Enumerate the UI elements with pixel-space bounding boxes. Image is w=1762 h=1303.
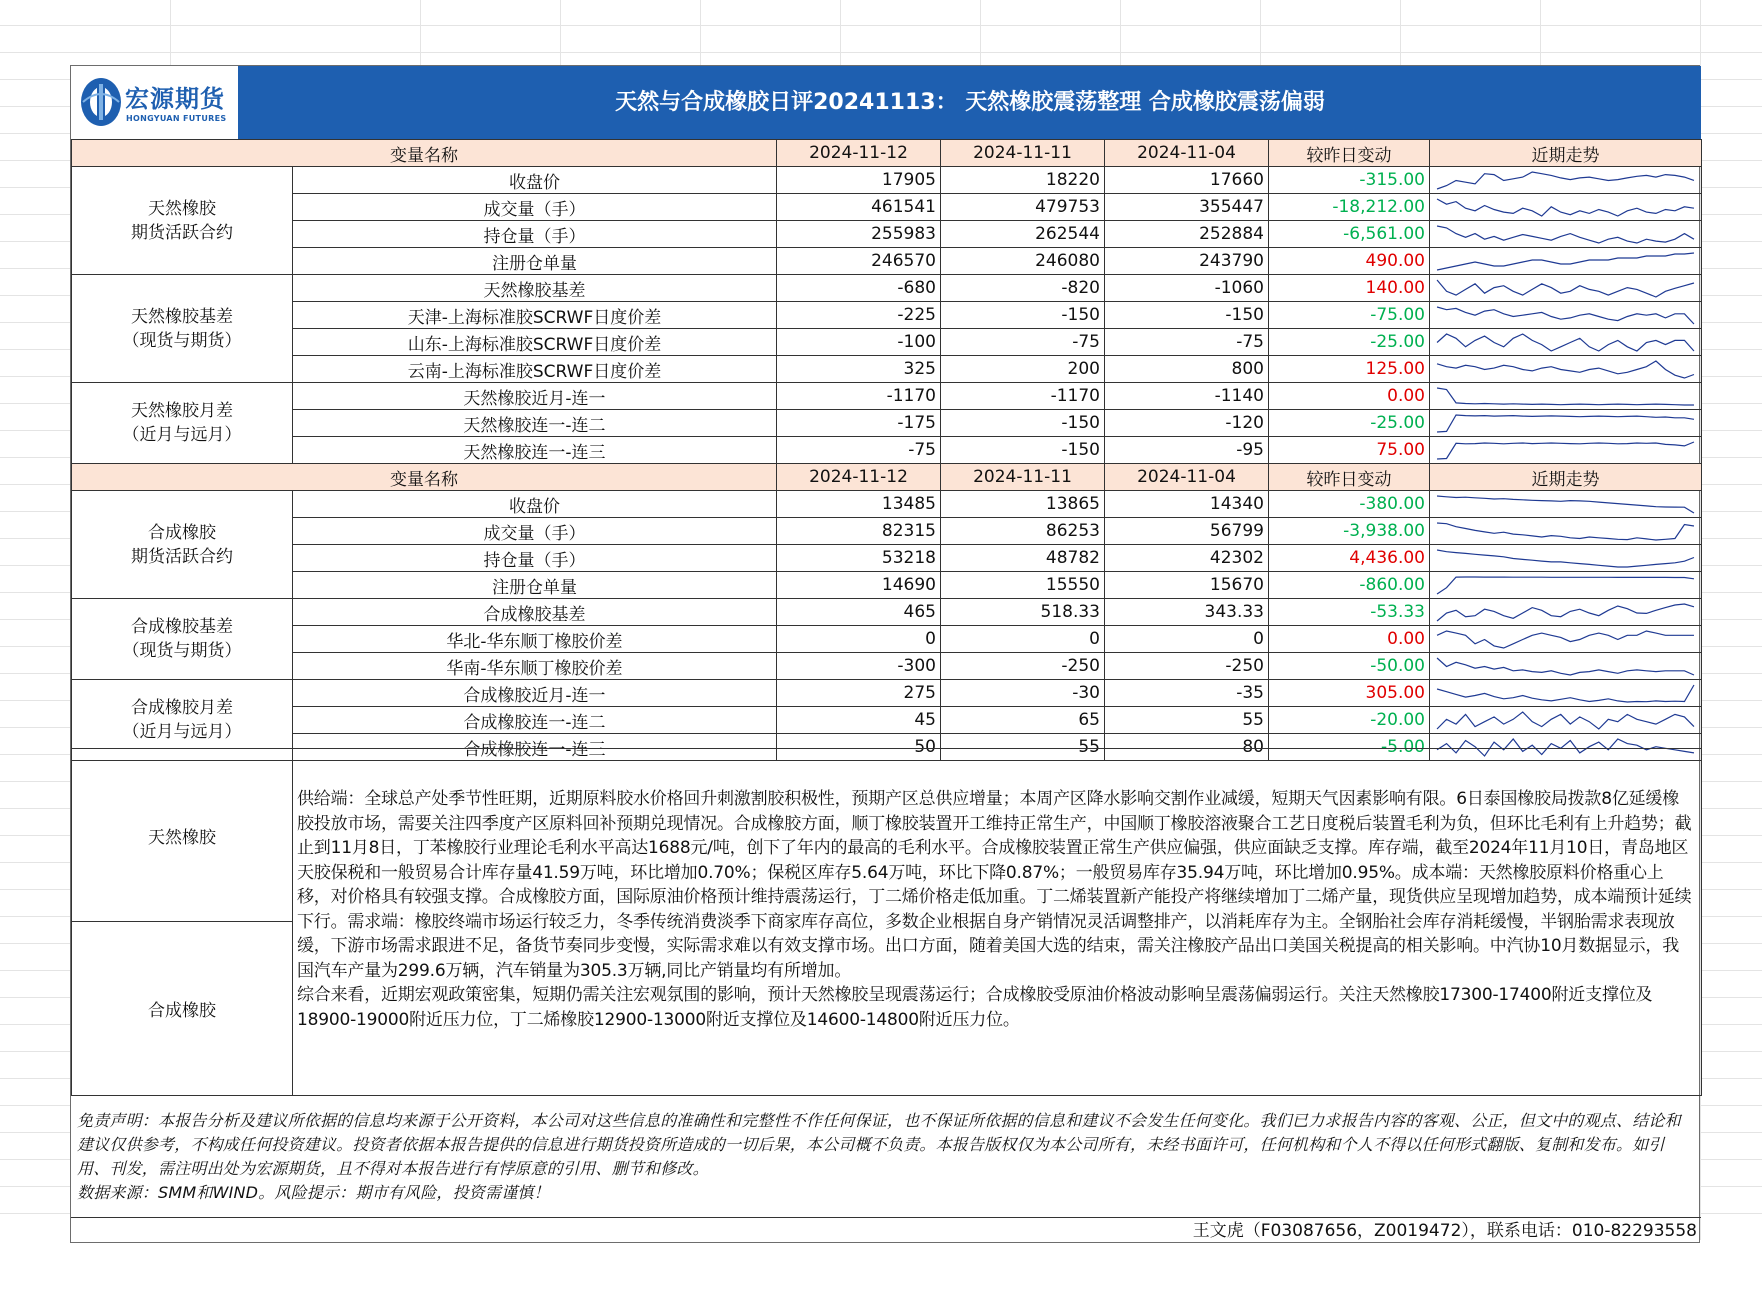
table-row — [72, 518, 1702, 545]
value-date-1: 325 — [777, 356, 941, 383]
commentary-text — [293, 749, 1702, 1096]
rubber-data-table — [71, 139, 1702, 761]
group-label: 天然橡胶基差 （现货与期货） — [72, 275, 293, 383]
value-date-3: -1140 — [1105, 383, 1269, 410]
change-value: 140.00 — [1269, 275, 1430, 302]
value-date-2: -150 — [941, 410, 1105, 437]
disclaimer-line: 数据来源：SMM和WIND。风险提示：期市有风险，投资需谨慎！ — [77, 1183, 550, 1202]
variable-name: 合成橡胶连一-连三 — [293, 734, 777, 761]
header-change: 较昨日变动 — [1269, 464, 1430, 491]
logo-chinese-text: 宏源期货 — [125, 85, 225, 113]
group-label: 天然橡胶月差 （近月与远月） — [72, 383, 293, 464]
table-row — [72, 653, 1702, 680]
table-row — [72, 437, 1702, 464]
table-row — [72, 194, 1702, 221]
sparkline-chart — [1434, 358, 1697, 381]
commentary-label-natural: 天然橡胶 — [72, 749, 293, 922]
sparkline-chart — [1434, 520, 1697, 543]
header-change: 较昨日变动 — [1269, 140, 1430, 167]
value-date-1: 461541 — [777, 194, 941, 221]
value-date-3: 14340 — [1105, 491, 1269, 518]
value-date-1: -680 — [777, 275, 941, 302]
sparkline-chart — [1434, 574, 1697, 597]
sparkline-chart — [1434, 169, 1697, 192]
value-date-3: 243790 — [1105, 248, 1269, 275]
variable-name: 天然橡胶连一-连二 — [293, 410, 777, 437]
trend-cell — [1430, 680, 1702, 707]
header-date-3: 2024-11-04 — [1105, 464, 1269, 491]
table-row — [72, 356, 1702, 383]
value-date-1: 50 — [777, 734, 941, 761]
value-date-1: -225 — [777, 302, 941, 329]
change-value: -3,938.00 — [1269, 518, 1430, 545]
hongyuan-logo-icon — [79, 76, 123, 128]
value-date-3: -1060 — [1105, 275, 1269, 302]
header-date-1: 2024-11-12 — [777, 464, 941, 491]
table-row — [72, 680, 1702, 707]
value-date-2: 86253 — [941, 518, 1105, 545]
value-date-3: 80 — [1105, 734, 1269, 761]
group-label: 合成橡胶 期货活跃合约 — [72, 491, 293, 599]
variable-name: 华南-华东顺丁橡胶价差 — [293, 653, 777, 680]
value-date-3: 17660 — [1105, 167, 1269, 194]
value-date-3: 0 — [1105, 626, 1269, 653]
value-date-3: 252884 — [1105, 221, 1269, 248]
value-date-3: 15670 — [1105, 572, 1269, 599]
trend-cell — [1430, 518, 1702, 545]
trend-cell — [1430, 599, 1702, 626]
variable-name: 注册仓单量 — [293, 572, 777, 599]
change-value: -75.00 — [1269, 302, 1430, 329]
trend-cell — [1430, 707, 1702, 734]
value-date-1: 13485 — [777, 491, 941, 518]
change-value: 4,436.00 — [1269, 545, 1430, 572]
value-date-2: 13865 — [941, 491, 1105, 518]
sparkline-chart — [1434, 412, 1697, 435]
variable-name: 合成橡胶近月-连一 — [293, 680, 777, 707]
commentary-table — [71, 748, 1702, 1096]
variable-name: 持仓量（手） — [293, 221, 777, 248]
value-date-1: 53218 — [777, 545, 941, 572]
group-label: 天然橡胶 期货活跃合约 — [72, 167, 293, 275]
trend-cell — [1430, 572, 1702, 599]
change-value: -25.00 — [1269, 410, 1430, 437]
table-row — [72, 410, 1702, 437]
analyst-contact: 王文虎（F03087656，Z0019472），联系电话：010-82293558 — [71, 1217, 1701, 1244]
sparkline-chart — [1434, 628, 1697, 651]
variable-name: 华北-华东顺丁橡胶价差 — [293, 626, 777, 653]
table-row — [72, 545, 1702, 572]
group-label: 合成橡胶基差 （现货与期货） — [72, 599, 293, 680]
change-value: -860.00 — [1269, 572, 1430, 599]
value-date-2: 18220 — [941, 167, 1105, 194]
value-date-1: 255983 — [777, 221, 941, 248]
value-date-2: -820 — [941, 275, 1105, 302]
trend-cell — [1430, 275, 1702, 302]
table-row — [72, 275, 1702, 302]
header-date-3: 2024-11-04 — [1105, 140, 1269, 167]
change-value: -315.00 — [1269, 167, 1430, 194]
trend-cell — [1430, 491, 1702, 518]
change-value: 75.00 — [1269, 437, 1430, 464]
change-value: -20.00 — [1269, 707, 1430, 734]
variable-name: 注册仓单量 — [293, 248, 777, 275]
value-date-2: 200 — [941, 356, 1105, 383]
value-date-3: -120 — [1105, 410, 1269, 437]
trend-cell — [1430, 383, 1702, 410]
value-date-2: 518.33 — [941, 599, 1105, 626]
commentary-label-synthetic: 合成橡胶 — [72, 922, 293, 1096]
disclaimer — [71, 1095, 1701, 1217]
value-date-1: 17905 — [777, 167, 941, 194]
header-date-2: 2024-11-11 — [941, 464, 1105, 491]
table-row — [72, 707, 1702, 734]
table-row — [72, 599, 1702, 626]
value-date-2: -150 — [941, 302, 1105, 329]
sparkline-chart — [1434, 655, 1697, 678]
sparkline-chart — [1434, 682, 1697, 705]
variable-name: 天然橡胶连一-连三 — [293, 437, 777, 464]
sparkline-chart — [1434, 601, 1697, 624]
table-row — [72, 167, 1702, 194]
value-date-2: 0 — [941, 626, 1105, 653]
value-date-1: 14690 — [777, 572, 941, 599]
change-value: -380.00 — [1269, 491, 1430, 518]
change-value: 490.00 — [1269, 248, 1430, 275]
variable-name: 合成橡胶连一-连二 — [293, 707, 777, 734]
value-date-2: 65 — [941, 707, 1105, 734]
value-date-1: 0 — [777, 626, 941, 653]
trend-cell — [1430, 302, 1702, 329]
variable-name: 天然橡胶近月-连一 — [293, 383, 777, 410]
sparkline-chart — [1434, 304, 1697, 327]
header-trend: 近期走势 — [1430, 140, 1702, 167]
change-value: 305.00 — [1269, 680, 1430, 707]
sparkline-chart — [1434, 250, 1697, 273]
value-date-1: 465 — [777, 599, 941, 626]
value-date-3: -75 — [1105, 329, 1269, 356]
value-date-1: -1170 — [777, 383, 941, 410]
company-logo — [71, 66, 239, 139]
trend-cell — [1430, 626, 1702, 653]
value-date-3: 343.33 — [1105, 599, 1269, 626]
sparkline-chart — [1434, 547, 1697, 570]
header-trend: 近期走势 — [1430, 464, 1702, 491]
variable-name: 合成橡胶基差 — [293, 599, 777, 626]
table-row — [72, 383, 1702, 410]
variable-name: 收盘价 — [293, 167, 777, 194]
variable-name: 山东-上海标准胶SCRWF日度价差 — [293, 329, 777, 356]
value-date-2: -250 — [941, 653, 1105, 680]
change-value: -18,212.00 — [1269, 194, 1430, 221]
change-value: 0.00 — [1269, 383, 1430, 410]
header-date-2: 2024-11-11 — [941, 140, 1105, 167]
variable-name: 天然橡胶基差 — [293, 275, 777, 302]
value-date-2: 48782 — [941, 545, 1105, 572]
group-label: 合成橡胶月差 （近月与远月） — [72, 680, 293, 761]
header-variable: 变量名称 — [72, 464, 777, 491]
report-sheet — [70, 65, 1700, 1243]
value-date-2: 246080 — [941, 248, 1105, 275]
change-value: -50.00 — [1269, 653, 1430, 680]
change-value: 0.00 — [1269, 626, 1430, 653]
trend-cell — [1430, 437, 1702, 464]
value-date-3: -35 — [1105, 680, 1269, 707]
sparkline-chart — [1434, 439, 1697, 462]
table-row — [72, 302, 1702, 329]
sparkline-chart — [1434, 223, 1697, 246]
value-date-2: -30 — [941, 680, 1105, 707]
value-date-2: 262544 — [941, 221, 1105, 248]
header-variable: 变量名称 — [72, 140, 777, 167]
change-value: -6,561.00 — [1269, 221, 1430, 248]
trend-cell — [1430, 356, 1702, 383]
trend-cell — [1430, 329, 1702, 356]
logo-english-text: HONGYUAN FUTURES — [126, 114, 227, 123]
value-date-2: 15550 — [941, 572, 1105, 599]
value-date-3: -150 — [1105, 302, 1269, 329]
value-date-1: -100 — [777, 329, 941, 356]
synthetic-header-row — [72, 464, 1702, 491]
trend-cell — [1430, 194, 1702, 221]
value-date-3: 355447 — [1105, 194, 1269, 221]
change-value: -25.00 — [1269, 329, 1430, 356]
trend-cell — [1430, 167, 1702, 194]
table-row — [72, 248, 1702, 275]
table-row — [72, 221, 1702, 248]
change-value: -53.33 — [1269, 599, 1430, 626]
value-date-3: 56799 — [1105, 518, 1269, 545]
change-value: -5.00 — [1269, 734, 1430, 761]
table-row — [72, 626, 1702, 653]
value-date-3: -95 — [1105, 437, 1269, 464]
value-date-1: 246570 — [777, 248, 941, 275]
natural-header-row — [72, 140, 1702, 167]
sparkline-chart — [1434, 493, 1697, 516]
table-row — [72, 572, 1702, 599]
table-row — [72, 329, 1702, 356]
value-date-3: 55 — [1105, 707, 1269, 734]
trend-cell — [1430, 248, 1702, 275]
disclaimer-line: 免责声明：本报告分析及建议所依据的信息均来源于公开资料，本公司对这些信息的准确性和完整性不作任何保证，也不保证所依据的信息和建议不会发生任何变化。我们已力求报告内容的客观、公正，但文中的观点、结论和建议仅供参考，不构成任何投资建议。投资者依据本报告提供的信息进行期货投资所造成的一切后果，本公司概不负责。本报告版权仅为本公司所有，未经书面许可，任何机构和个人不得以任何形式翻版、复制和发布。如引用、刊发，需注明出处为宏源期货，且不得对本报告进行有悖原意的引用、删节和修改。 — [77, 1111, 1681, 1178]
variable-name: 成交量（手） — [293, 194, 777, 221]
value-date-1: 82315 — [777, 518, 941, 545]
value-date-1: -300 — [777, 653, 941, 680]
header-date-1: 2024-11-12 — [777, 140, 941, 167]
variable-name: 持仓量（手） — [293, 545, 777, 572]
commentary-paragraph: 供给端：全球总产处季节性旺期，近期原料胶水价格回升刺激割胶积极性，预期产区总供应增量；本周产区降水影响交割作业减缓，短期天气因素影响有限。6日泰国橡胶局拨款8亿延缓橡胶投放市场，需要关注四季度产区原料回补预期兑现情况。合成橡胶方面，顺丁橡胶装置开工维持正常生产，中国顺丁橡胶溶液聚合工艺日度税后装置毛利为负，但环比毛利有上升趋势；截止到11月8日，丁苯橡胶行业理论毛利水平高达1688元/吨，创下了年内的最高的毛利水平。合成橡胶装置正常生产供应偏强，供应面缺乏支撑。库存端，截至2024年11月10日，青岛地区天胶保税和一般贸易合计库存量41.59万吨，环比增加0.70%；保税区库存5.64万吨，环比下降0.87%；一般贸易库存35.94万吨，环比增加0.95%。成本端：天然橡胶原料价格重心上移，对价格具有较强支撑。合成橡胶方面，国际原油价格预计维持震荡运行，丁二烯价格走低加重。丁二烯装置新产能投产将继续增加丁二烯产量，现货供应呈现增加趋势，成本端预计延续下行。需求端：橡胶终端市场运行较乏力，冬季传统消费淡季下商家库存高位，多数企业根据自身产销情况灵活调整排产，以消耗库存为主。全钢胎社会库存消耗缓慢，半钢胎需求表现放缓，下游市场需求跟进不足，备货节奏同步变慢，实际需求难以有效支撑市场。出口方面，随着美国大选的结束，需关注橡胶产品出口美国关税提高的相关影响。中汽协10月数据显示，我国汽车产量为299.6万辆，汽车销量为305.3万辆,同比产销量均有所增加。 — [297, 789, 1692, 981]
trend-cell — [1430, 545, 1702, 572]
value-date-2: -75 — [941, 329, 1105, 356]
trend-cell — [1430, 653, 1702, 680]
value-date-2: -1170 — [941, 383, 1105, 410]
value-date-2: 479753 — [941, 194, 1105, 221]
commentary-paragraph: 综合来看，近期宏观政策密集，短期仍需关注宏观氛围的影响，预计天然橡胶呈现震荡运行；合成橡胶受原油价格波动影响呈震荡偏弱运行。关注天然橡胶17300-17400附近支撑位及18900-19000附近压力位，丁二烯橡胶12900-13000附近支撑位及14600-14800附近压力位。 — [297, 985, 1653, 1030]
change-value: 125.00 — [1269, 356, 1430, 383]
table-row — [72, 491, 1702, 518]
sparkline-chart — [1434, 196, 1697, 219]
variable-name: 天津-上海标准胶SCRWF日度价差 — [293, 302, 777, 329]
sparkline-chart — [1434, 331, 1697, 354]
value-date-2: 55 — [941, 734, 1105, 761]
value-date-3: 42302 — [1105, 545, 1269, 572]
value-date-1: -75 — [777, 437, 941, 464]
sparkline-chart — [1434, 277, 1697, 300]
value-date-3: 800 — [1105, 356, 1269, 383]
value-date-1: 275 — [777, 680, 941, 707]
variable-name: 成交量（手） — [293, 518, 777, 545]
variable-name: 收盘价 — [293, 491, 777, 518]
trend-cell — [1430, 221, 1702, 248]
value-date-1: 45 — [777, 707, 941, 734]
variable-name: 云南-上海标准胶SCRWF日度价差 — [293, 356, 777, 383]
sparkline-chart — [1434, 385, 1697, 408]
value-date-3: -250 — [1105, 653, 1269, 680]
value-date-2: -150 — [941, 437, 1105, 464]
value-date-1: -175 — [777, 410, 941, 437]
trend-cell — [1430, 410, 1702, 437]
report-title: 天然与合成橡胶日评20241113： 天然橡胶震荡整理 合成橡胶震荡偏弱 — [615, 90, 1325, 115]
sparkline-chart — [1434, 709, 1697, 732]
report-header — [71, 66, 1701, 139]
